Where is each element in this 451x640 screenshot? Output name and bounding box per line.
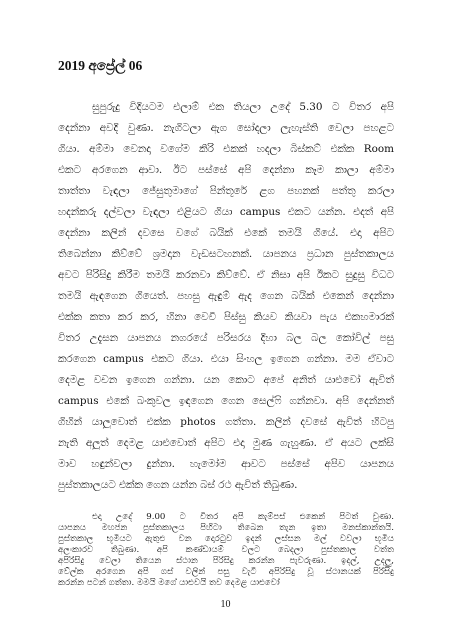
text-line: එදා උදේ 9.00 ට විතර අපි කැම්පස් එකෙන් පිටත් වුණා.	[92, 512, 394, 522]
text-line: මාව හඳුන්වලා දුන්නා. හැමෝම ආවට පස්සේ අපිව යාපනය	[58, 458, 394, 470]
text-line: දෙන්නා කලින් දවසෙ වගේ බයික් එකේ තමයි ගියේ. එදා අපිට	[58, 227, 394, 239]
text-line: ගියා. අම්මා වෙනදා වගේම කිරි එකක් හදලා බිස්කට් එක්ක Room	[58, 143, 394, 155]
text-line: එක්ක කතා කර කර, හිනා වෙවී පිස්සු කියව කියවා පැය එකහමාරක්	[58, 311, 394, 323]
text-line: කරන්න පටන් ගත්තා. මමයි මගේ යාළුවයි තව දෙමළ යාළුවෝ	[58, 578, 280, 588]
text-line: වේල්ක අරගෙන අපි ගස් වලින් පසු වැටී අපිරිසිදු වූ ස්ථානයක් පිරිසිදු	[58, 567, 394, 577]
page-number: 10	[220, 599, 231, 610]
text-line: තාත්තා වැඳලා ජේසුතුමාගේ පින්තූරේ ළග පහනක් පත්තු කරලා	[58, 185, 394, 197]
text-line: campus එකේ බංකුවල ඉඳගෙන ගෙන සෙල්ෆි ගන්නවා. අපි දෙන්නත්	[58, 395, 394, 407]
text-line: සුපුරුදු විදියටම එලාම් එක තියලා උදේ 5.30 ට විතර අපි	[92, 101, 394, 113]
text-line: තමයි ඇඳගෙන ගියෙත්. පහසු ඇඳුම් ඇද ගෙන බයික් එකෙන් දෙන්නා	[58, 290, 394, 302]
text-line: දෙමළ වචන ඉගෙන ගන්නා. යන කොට අපේ අනිත් යාළුවෝ ඇවිත්	[58, 374, 394, 386]
text-line: හදන්කරු දල්වලා වැඳලා එළියට ගියා campus එකට යන්න. එදත් අපි	[58, 206, 394, 218]
text-line: අලංකාරව තිබුණා. අපි කණ්ඩායම් වලට බෙදලා පුස්තකාල වත්ත	[58, 545, 394, 555]
text-line: යාපනය මහජන පුස්තකාලය පිහිටා තිබෙන තැන ඉතා මනස්කාන්තයි.	[58, 523, 394, 533]
text-line: අවට පිරිසිදු කිරීම තමයි කරනවා කිව්වේ. ඒ නිසා අපි ඊකට සුදුසු විධට	[58, 269, 394, 281]
text-line: අපිරිසිදු වෙලා තියෙන ස්ථාන පිරිසිදු කරන්න පැවරුණා. ඉදල්, උදලු,	[58, 556, 394, 566]
date-heading: 2019 අප්‍රේල් 06	[58, 58, 143, 73]
text-line: ගිහින් යාලුවොත් එක්ක photos ගත්තා. කලින් දවසේ ඇවිත් හිටපු	[58, 416, 394, 428]
text-line: පුස්තකාලයට එක්ක ගෙන යන්න බස් රථ ඇවිත් තිබුණා.	[58, 479, 298, 491]
text-line: පුස්තකාල භූමියට ඇතුළු වන දොරටුව ඉදන් ලස්සන මල් වවලා භූමිය	[58, 534, 394, 544]
text-line: තිබෙන්නා කිව්වේ ශ්‍රමදාන වැඩසටහනක්. යාපනය ප්‍රධාන පුස්තකාලය	[58, 248, 394, 260]
text-line: එකට අරගෙන ආවා. ඊට පස්සේ අපි දෙන්නා කෑම කාලා අම්මා	[58, 164, 394, 176]
text-line: නැති අලුත් දෙමළ යාළුවොත් අපිට එදා මුණ ගැහුණා. ඒ අයට ලක්සි	[58, 437, 394, 449]
text-line: කරගෙන campus එකට ගියා. එයා සිංහල ඉගෙන ගන්නා. මම ඒවාට	[58, 353, 394, 365]
text-line: දෙන්නා අවදි වුණා. නැගිටලා ඇග සෝදලා ලැහැස්ති වෙලා පහළට	[58, 122, 394, 134]
text-line: විතර උදැසන යාපනය නගරයේ පරිසරය දිහා බල බල කෝවිල් පසු	[58, 332, 394, 344]
